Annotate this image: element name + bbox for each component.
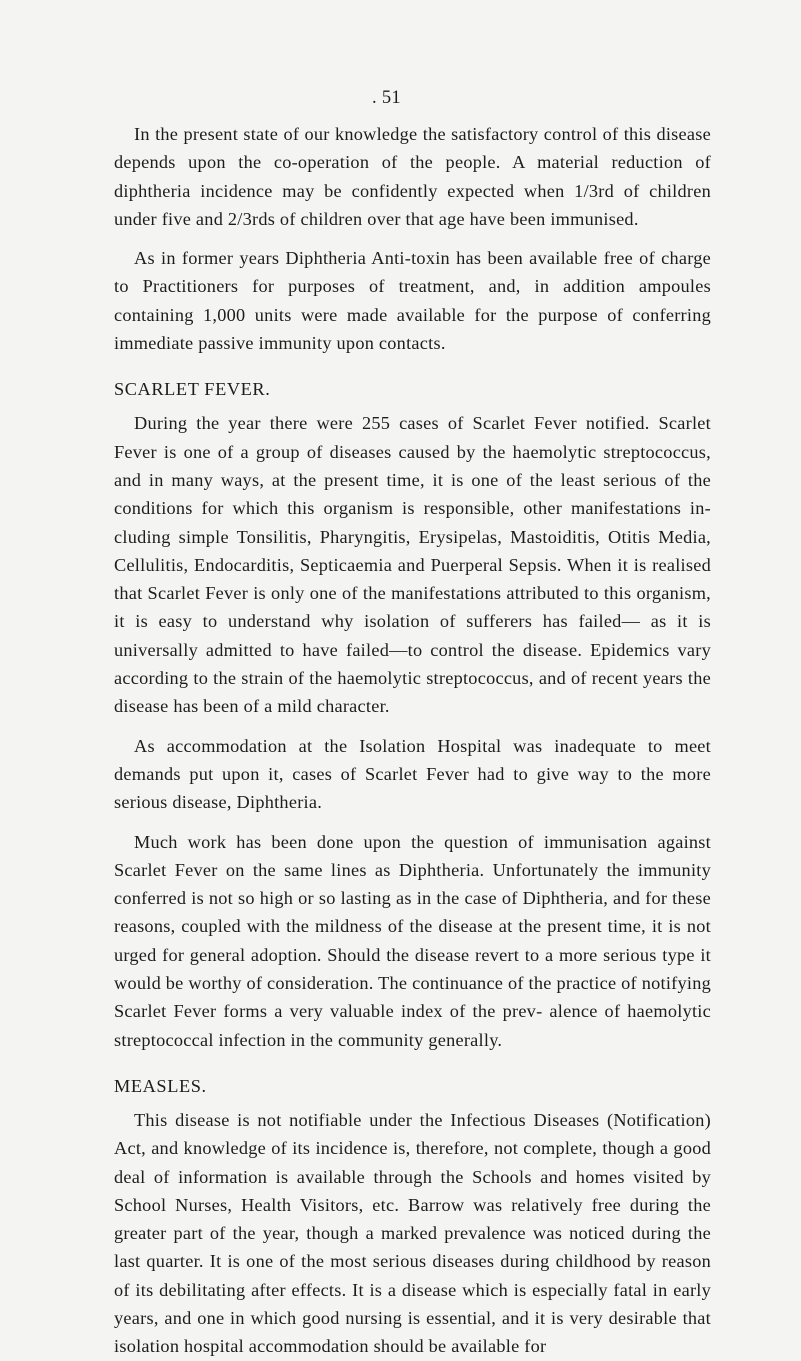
- scarlet-fever-cases-paragraph: During the year there were 255 cases of Scarlet Fever notified. Scarlet Fever is one of a group of diseases caused by the haemolytic streptococcus, and in many ways, at the present time, it is one of the least serious of the conditions for which this organism is responsible, other manifestations in- cluding simple Tonsilitis, Pharyngitis, Erysipelas, Mastoiditis, Otitis Media, Cellulitis, Endocarditis, Septicaemia and Puerperal Sepsis. When it is realised that Scarlet Fever is only one of the manifestations attributed to this organism, it is easy to understand why isolation of sufferers has failed— as it is universally admitted to have failed—to control the disease. Epidemics vary according to the strain of the haemolytic streptococcus, and of recent years the disease has been of a mild character.: [114, 413, 711, 717]
- diphtheria-antitoxin-paragraph: As in former years Diphtheria Anti-toxin has been available free of charge to Practitioners for purposes of treatment, and, in addition ampoules containing 1,000 units were made available for the purpose of conferring immediate passive immunity upon contacts.: [114, 248, 711, 354]
- diphtheria-control-paragraph: In the present state of our knowledge the satisfactory control of this disease depends upon the co-operation of the people. A material reduction of diphtheria incidence may be confidently expected when 1/3rd of children under five and 2/3rds of children over that age have been immunised.: [114, 124, 711, 229]
- measles-heading: MEASLES.: [114, 1075, 207, 1096]
- scarlet-fever-immunisation-paragraph: Much work has been done upon the question of immunisation against Scarlet Fever on the same lines as Diphtheria. Unfortunately the immunity conferred is not so high or so lasting as in the case of Diphtheria, and for these reasons, coupled with the mildness of the disease at the present time, it is not urged for general adoption. Should the disease revert to a more serious type it would be worthy of consideration. The continuance of the practice of notifying Scarlet Fever forms a very valuable index of the prev- alence of haemolytic streptococcal infection in the community generally.: [114, 831, 711, 1050]
- page-body: [114, 120, 711, 1361]
- scarlet-fever-heading: SCARLET FEVER.: [114, 379, 271, 400]
- measles-paragraph: This disease is not notifiable under the Infectious Diseases (Notification) Act, and knowledge of its incidence is, therefore, not complete, though a good deal of information is available through the Schools and homes visited by School Nurses, Health Visitors, etc. Barrow was relatively free during the greater part of the year, though a marked prevalence was noticed during the last quarter. It is one of the most serious diseases during childhood by reason of its debilitating after effects. It is a disease which is especially fatal in early years, and one in which good nursing is essential, and it is very desirable that isolation hospital accommodation should be available for: [114, 1109, 711, 1357]
- scarlet-fever-accommodation-paragraph: As accommodation at the Isolation Hospital was inadequate to meet demands put upon it, cases of Scarlet Fever had to give way to the more serious disease, Diphtheria.: [114, 735, 711, 813]
- page-number: . 51: [372, 88, 401, 108]
